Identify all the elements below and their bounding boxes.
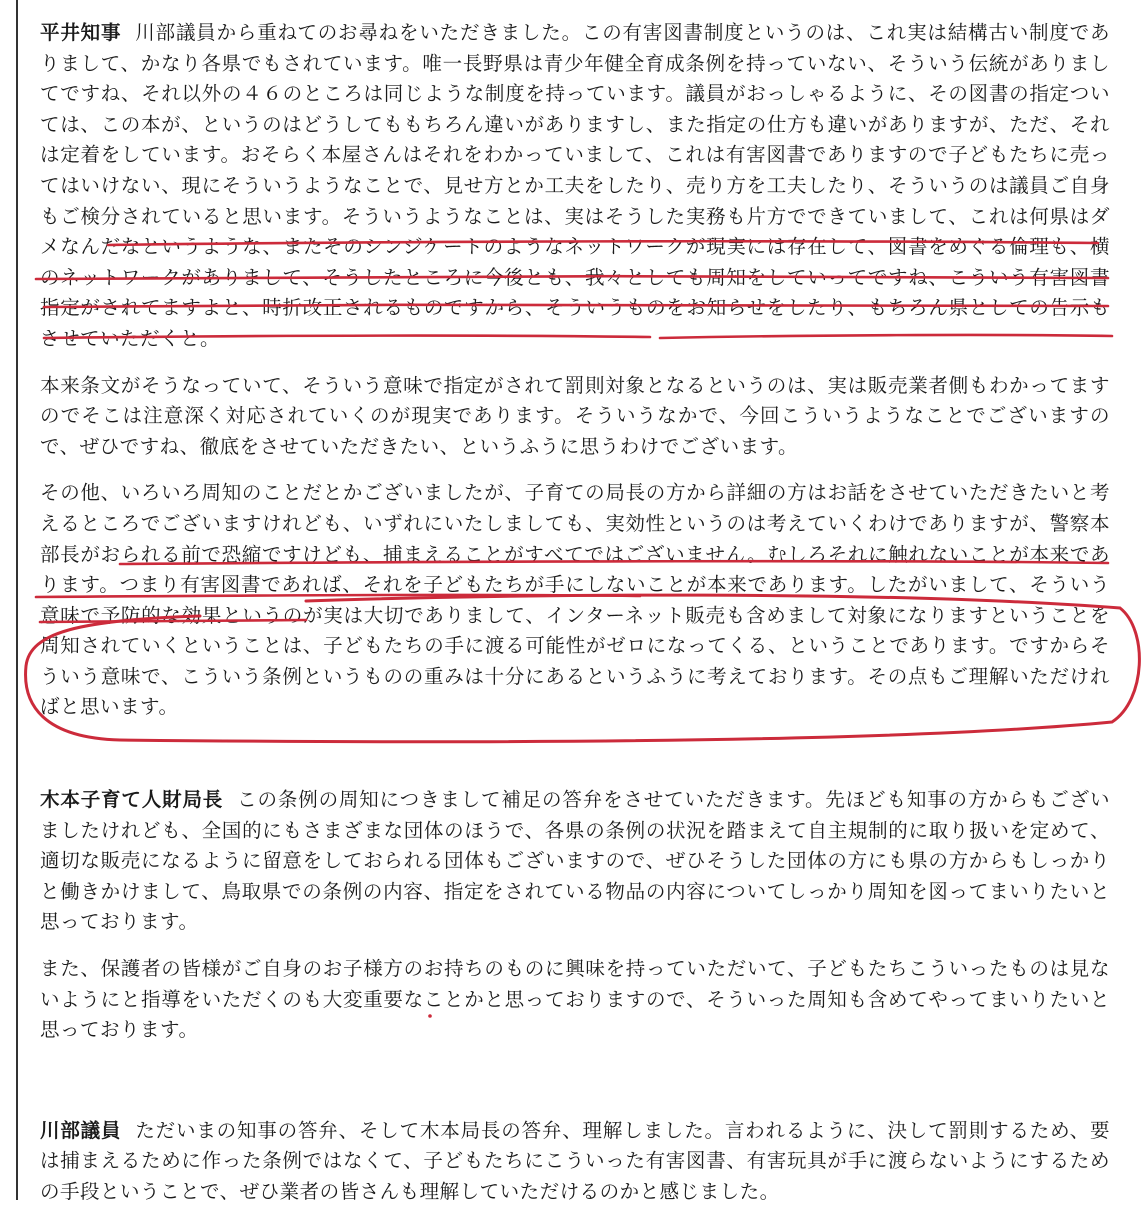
speech-text: 川部議員から重ねてのお尋ねをいただきました。この有害図書制度というのは、これ実は結構古い制度でありまして、かなり各県でもされています。唯一長野県は青少年健全育成条例を持っていない、そういう伝統がありましてですね、それ以外の４６のところは同じような制度を持っています。議員がおっしゃるように、その図書の指定ついては、この本が、というのはどうしてももちろん違いがありますし、また指定の仕方も違いがありますが、ただ、それは定着をしています。おそらく本屋さんはそれをわかっていまして、これは有害図書でありますので子どもたちに売ってはいけない、現にそういうようなことで、見せ方とか工夫をしたり、売り方を工夫したり、そういうのは議員ご自身もご検分されていると思います。そういうようなことは、実はそうした実務も片方でできていまして、これは何県はダメなんだなというような、またそのシンジケートのようなネットワークが現実には存在して、図書をめぐる倫理も、横のネットワークがありまして、そうしたところに今後とも、我々としても周知をしていってですね、こういう有害図書指定がされてますよと、時折改正されるものですから、そういうものをお知らせをしたり、もちろん県としての告示もさせていただくと。 bbox=[40, 21, 1110, 350]
page-margin-rule bbox=[16, 0, 18, 1200]
speech-text: 本来条文がそうなっていて、そういう意味で指定がされて罰則対象となるというのは、実は販売業者側もわかってますのでそこは注意深く対応されていくのが現実であります。そういうなかで、今回こういうようなことでございますので、ぜひですね、徹底をさせていただきたい、というふうに思うわけでございます。 bbox=[40, 373, 1110, 458]
speech-kawabe-1 bbox=[40, 1116, 1110, 1208]
speech-text: その他、いろいろ周知のことだとかございましたが、子育ての局長の方から詳細の方はお話をさせていただきたいと考えるところでございますけれども、いずれにいたしましても、実効性というのは考えていくわけでありますが、警察本部長がおられる前で恐縮ですけども、捕まえることがすべてではございません。むしろそれに触れないことが本来であります。つまり有害図書であれば、それを子どもたちが手にしないことが本来であります。したがいまして、そういう意味で予防的な効果というのが実は大切でありまして、インターネット販売も含めまして対象になりますということを周知されていくということは、子どもたちの手に渡る可能性がゼロになってくる、ということであります。ですからそういう意味で、こういう条例というものの重みは十分にあるというふうに考えております。その点もご理解いただければと思います。 bbox=[40, 481, 1110, 719]
speaker-name: 木本子育て人財局長 bbox=[40, 788, 224, 812]
speech-hirai-3 bbox=[40, 478, 1110, 723]
speech-hirai-1 bbox=[40, 18, 1110, 355]
speech-hirai-2 bbox=[40, 371, 1110, 463]
transcript-page bbox=[40, 18, 1110, 1224]
speaker-name: 平井知事 bbox=[40, 21, 122, 44]
speech-text: この条例の周知につきまして補足の答弁をさせていただきます。先ほども知事の方からもございましたけれども、全国的にもさまざまな団体のほうで、各県の条例の状況を踏まえて自主規制的に取り扱いを定めて、適切な販売になるように留意をしておられる団体もございますので、ぜひそうした団体の方にも県の方からもしっかりと働きかけまして、鳥取県での条例の内容、指定をされている物品の内容についてしっかり周知を図ってまいりたいと思っております。 bbox=[40, 788, 1110, 934]
speech-kimoto-1 bbox=[40, 785, 1110, 938]
speaker-name: 川部議員 bbox=[40, 1118, 122, 1142]
speech-text: ただいまの知事の答弁、そして木本局長の答弁、理解しました。言われるように、決して罰則するため、要は捕まえるために作った条例ではなくて、子どもたちにこういった有害図書、有害玩具が手に渡らないようにするための手段ということで、ぜひ業者の皆さんも理解していただけるのかと感じました。 bbox=[40, 1118, 1110, 1203]
speech-text: また、保護者の皆様がご自身のお子様方のお持ちのものに興味を持っていただいて、子どもたちこういったものは見ないようにと指導をいただくのも大変重要なことかと思っておりますので、そういった周知も含めてやってまいりたいと思っております。 bbox=[40, 957, 1110, 1042]
speech-kimoto-2 bbox=[40, 954, 1110, 1046]
